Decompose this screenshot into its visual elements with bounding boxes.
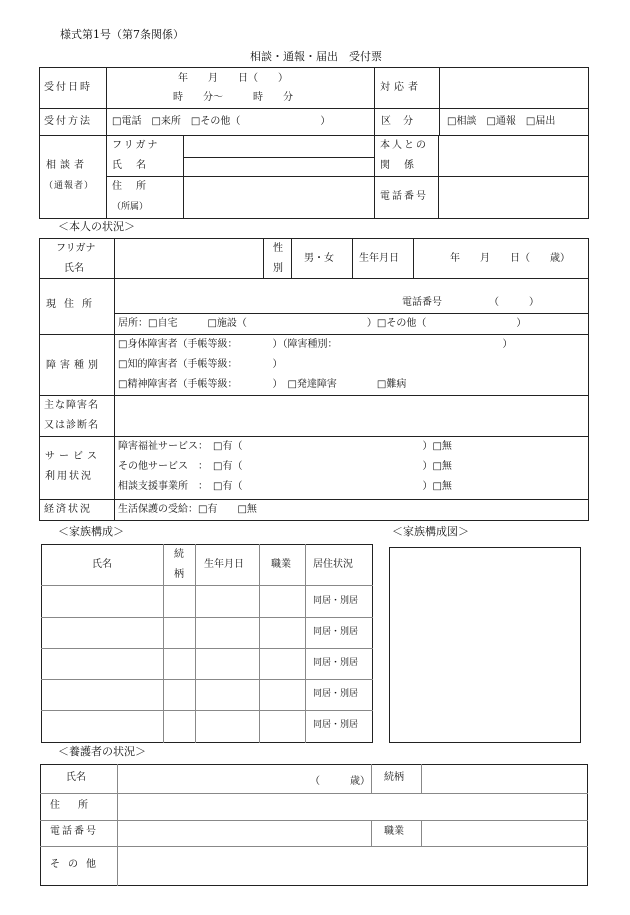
family-row-residence[interactable]: 同居・別居 [313, 596, 359, 606]
guardian-age-field[interactable]: （ 歳） [310, 776, 370, 787]
birth-label: 生年月日 [359, 253, 399, 264]
family-col-job: 職業 [271, 559, 291, 570]
birth-field[interactable]: 年 月 日（ 歳） [450, 253, 570, 264]
guardian-phone-label: 電話番号 [50, 826, 98, 837]
family-table [41, 544, 373, 743]
category-options[interactable]: □相談 □通報 □届出 [447, 116, 556, 127]
family-section-title: ＜家族構成＞ [58, 525, 124, 538]
disability-intellectual[interactable]: □知的障害者（手帳等級： ） [118, 359, 283, 370]
person-furigana-label: フリガナ [56, 243, 96, 254]
family-row-residence[interactable]: 同居・別居 [313, 689, 359, 699]
current-address-label: 現住所 [46, 299, 100, 310]
guardian-name-label: 氏名 [66, 772, 86, 783]
family-col-birth: 生年月日 [204, 559, 244, 570]
disability-physical[interactable]: □身体障害者（手帳等級： ）（障害種別： ） [118, 339, 513, 350]
main-disability-label: 主な障害名 [44, 400, 99, 411]
sex-label: 性 [273, 243, 283, 254]
consulter-label: 相談者 [46, 160, 88, 171]
welfare-service-field[interactable]: 障害福祉サービス： □有（ ）□無 [118, 441, 452, 452]
residence-options[interactable]: 居所：□自宅 □施設（ ）□その他（ ） [118, 318, 527, 329]
service-label-2: 利用状況 [45, 471, 93, 482]
form-title: 相談・通報・届出 受付票 [250, 50, 382, 63]
guardian-section-title: ＜養護者の状況＞ [58, 745, 146, 758]
family-row-residence[interactable]: 同居・別居 [313, 720, 359, 730]
family-row-residence[interactable]: 同居・別居 [313, 627, 359, 637]
reception-date-label: 受付日時 [44, 82, 92, 93]
sex-label-2: 別 [273, 263, 283, 274]
diagnosis-label: 又は診断名 [44, 420, 99, 431]
consulter-phone-label: 電話番号 [380, 191, 428, 202]
welfare-assistance-field[interactable]: 生活保護の受給：□有 □無 [118, 504, 257, 515]
family-diagram-box[interactable] [389, 547, 581, 743]
relation-label-2: 関係 [380, 160, 428, 171]
disability-mental[interactable]: □精神障害者（手帳等級： ） □発達障害 □難病 [118, 379, 407, 390]
family-col-relation: 続 [174, 549, 184, 560]
disability-type-label: 障害種別 [46, 360, 102, 371]
other-service-field[interactable]: その他サービス ： □有（ ）□無 [118, 461, 452, 472]
guardian-address-label: 住 所 [50, 800, 92, 811]
reporter-label: （通報者） [44, 181, 95, 191]
consulter-address-label: 住 所 [112, 181, 148, 192]
family-col-name: 氏名 [92, 559, 112, 570]
person-phone-label: 電話番号 [402, 297, 442, 308]
family-diagram-title: ＜家族構成図＞ [392, 525, 469, 538]
economy-label: 経済状況 [44, 504, 92, 515]
guardian-job-label: 職業 [384, 826, 404, 837]
family-row-residence[interactable]: 同居・別居 [313, 658, 359, 668]
handler-field[interactable] [441, 69, 587, 107]
person-phone-field[interactable]: （ ） [489, 297, 539, 308]
person-name-label: 氏名 [64, 263, 84, 274]
person-section-title: ＜本人の状況＞ [58, 220, 135, 233]
handler-label: 対応者 [380, 82, 422, 93]
support-office-field[interactable]: 相談支援事業所 ： □有（ ）□無 [118, 481, 452, 492]
family-col-relation-2: 柄 [174, 569, 184, 580]
reception-method-options[interactable]: □電話 □来所 □その他（ ） [112, 116, 331, 127]
consulter-name-label: 氏 名 [112, 160, 148, 171]
guardian-relation-label: 続柄 [384, 772, 404, 783]
service-label: サービス [45, 451, 101, 462]
form-number: 様式第1号（第7条関係） [60, 28, 184, 41]
guardian-other-label: その他 [50, 859, 104, 870]
relation-label: 本人との [380, 140, 428, 151]
category-label: 区 分 [381, 116, 414, 127]
reception-date-field[interactable]: 年 月 日（ ） [178, 73, 288, 84]
consulter-affiliation-label: （所属） [112, 202, 149, 212]
consulter-furigana-label: フリガナ [112, 140, 160, 151]
sex-options[interactable]: 男・女 [304, 253, 334, 264]
reception-time-field[interactable]: 時 分〜 時 分 [173, 92, 293, 103]
family-col-residence: 居住状況 [313, 559, 353, 570]
reception-method-label: 受付方法 [44, 116, 92, 127]
